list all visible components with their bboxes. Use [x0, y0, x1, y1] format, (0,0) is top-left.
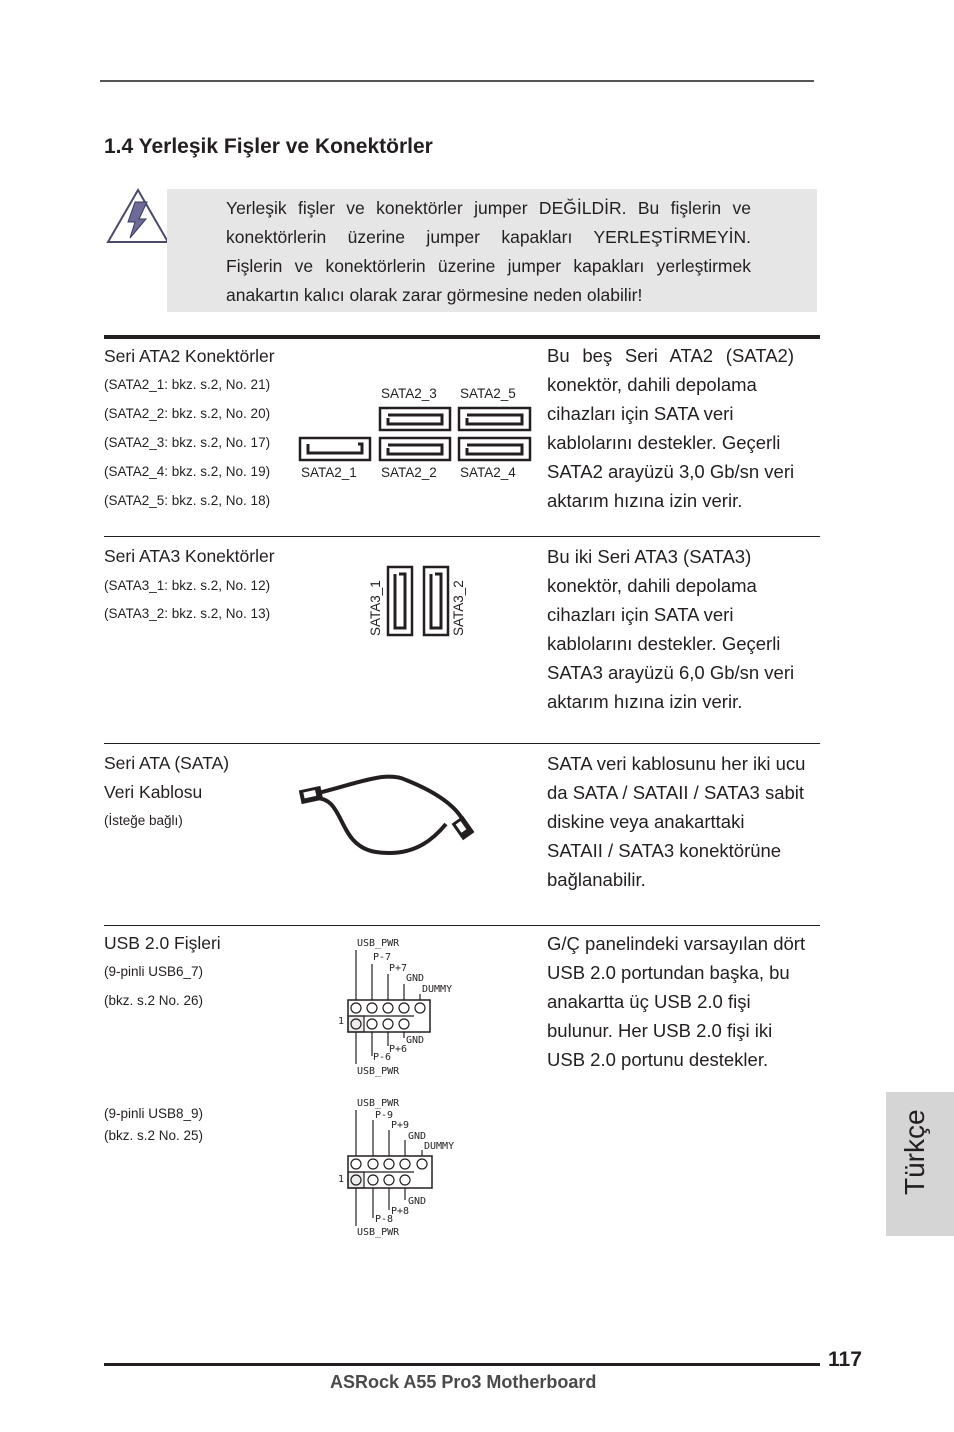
- usb-pin-label: P-7: [373, 952, 392, 963]
- usb-pin-label: P-9: [375, 1110, 394, 1121]
- usb-desc: USB 2.0 portunu destekler.: [547, 1049, 769, 1070]
- sata3-desc: SATA3 arayüzü 6,0 Gb/sn veri: [547, 662, 795, 683]
- sata2-ref: (SATA2_4: bkz. s.2, No. 19): [104, 464, 271, 479]
- sata2-label: SATA2_4: [460, 465, 516, 480]
- sata2-5-connector: [459, 408, 530, 430]
- warning-line: konektörlerin üzerine jumper kapakları YERLEŞTİRMEYİN.: [226, 227, 751, 247]
- page-number: 117: [828, 1348, 862, 1371]
- usb-pin-label: P-8: [375, 1214, 394, 1225]
- cable-desc: diskine veya anakarttaki: [547, 811, 745, 832]
- warning-lightning-icon: [106, 186, 170, 246]
- usb-pin-label: USB_PWR: [357, 1066, 400, 1077]
- section-title: 1.4 Yerleşik Fişler ve Konektörler: [104, 135, 433, 158]
- sata2-2-connector: [380, 438, 450, 460]
- cable-desc: SATA veri kablosunu her iki ucu: [547, 753, 806, 774]
- sata3-desc: Bu iki Seri ATA3 (SATA3): [547, 546, 752, 567]
- usb-ref: (9-pinli USB8_9): [104, 1106, 204, 1121]
- footer-product: ASRock A55 Pro3 Motherboard: [330, 1372, 597, 1392]
- section-rule: [104, 925, 820, 926]
- warning-line: anakartın kalıcı olarak zarar görmesine neden olabilir!: [226, 285, 643, 305]
- usb-desc: G/Ç panelindeki varsayılan dört: [547, 933, 806, 954]
- language-side-tab-label: Türkçe: [899, 1109, 930, 1195]
- usb-pin-label: P-6: [373, 1052, 392, 1063]
- usb-pin-label: USB_PWR: [357, 938, 400, 949]
- usb-pin-label: GND: [406, 1035, 425, 1046]
- sata3-ref: (SATA3_1: bkz. s.2, No. 12): [104, 578, 271, 593]
- section-rule: [104, 536, 820, 537]
- usb-desc: anakartta üç USB 2.0 fişi: [547, 991, 751, 1012]
- usb-ref: (bkz. s.2 No. 26): [104, 993, 204, 1008]
- sata2-label: SATA2_5: [460, 386, 516, 401]
- sata2-3-connector: [380, 408, 450, 430]
- sata2-label: SATA2_1: [301, 465, 357, 480]
- sata2-4-connector: [459, 438, 530, 460]
- sata3-label: SATA3_1: [368, 580, 383, 636]
- warning-line: Yerleşik fişler ve konektörler jumper DEĞİLDİR. Bu fişlerin ve: [226, 198, 751, 218]
- sata2-desc: Bu beş Seri ATA2 (SATA2): [547, 345, 794, 366]
- sata2-ref: (SATA2_2: bkz. s.2, No. 20): [104, 406, 271, 421]
- footer-rule: [104, 1363, 820, 1366]
- sata3-title: Seri ATA3 Konektörler: [104, 546, 275, 566]
- cable-desc: SATAII / SATA3 konektörüne: [547, 840, 782, 861]
- sata2-label: SATA2_2: [381, 465, 437, 480]
- sata3-1-connector: [388, 567, 412, 635]
- sata3-label: SATA3_2: [451, 580, 466, 636]
- sata2-ref: (SATA2_5: bkz. s.2, No. 18): [104, 493, 271, 508]
- sata2-desc: kablolarını destekler. Geçerli: [547, 432, 781, 453]
- sata2-connectors-diagram: [296, 405, 536, 465]
- usb-header-1-diagram: [344, 946, 434, 1066]
- sata2-title: Seri ATA2 Konektörler: [104, 346, 275, 366]
- sata3-desc: cihazları için SATA veri: [547, 604, 734, 625]
- sata3-desc: konektör, dahili depolama: [547, 575, 757, 596]
- section-rule: [104, 335, 820, 339]
- sata2-label: SATA2_3: [381, 386, 437, 401]
- sata-cable-image: [296, 766, 486, 862]
- usb-title: USB 2.0 Fişleri: [104, 933, 221, 953]
- usb-pin-label: P+9: [391, 1120, 410, 1131]
- usb-pin-label: P+7: [389, 963, 408, 974]
- usb-pin-label: DUMMY: [422, 984, 453, 995]
- usb-header-2-diagram: [344, 1106, 436, 1228]
- cable-subtitle: Veri Kablosu: [104, 782, 203, 802]
- sata3-connectors-diagram: [385, 564, 455, 638]
- usb-pin-label: USB_PWR: [357, 1227, 400, 1238]
- sata3-desc: kablolarını destekler. Geçerli: [547, 633, 781, 654]
- usb-pin1-label: 1: [338, 1016, 345, 1027]
- usb-pin-label: DUMMY: [424, 1141, 455, 1152]
- top-rule: [100, 80, 814, 82]
- section-rule: [104, 743, 820, 744]
- usb-pin-label: P+8: [391, 1206, 410, 1217]
- usb-pin-label: GND: [406, 973, 425, 984]
- cable-desc: bağlanabilir.: [547, 869, 646, 890]
- sata3-2-connector: [424, 567, 448, 635]
- usb-ref: (bkz. s.2 No. 25): [104, 1128, 204, 1143]
- sata2-desc: cihazları için SATA veri: [547, 403, 734, 424]
- sata2-1-connector: [300, 438, 370, 460]
- cable-title: Seri ATA (SATA): [104, 753, 230, 773]
- usb-ref: (9-pinli USB6_7): [104, 964, 204, 979]
- sata2-desc: aktarım hızına izin verir.: [547, 490, 743, 511]
- sata2-desc: SATA2 arayüzü 3,0 Gb/sn veri: [547, 461, 795, 482]
- sata2-desc: konektör, dahili depolama: [547, 374, 757, 395]
- cable-note: (İsteğe bağlı): [104, 813, 183, 828]
- sata3-desc: aktarım hızına izin verir.: [547, 691, 743, 712]
- sata3-ref: (SATA3_2: bkz. s.2, No. 13): [104, 606, 271, 621]
- sata2-ref: (SATA2_1: bkz. s.2, No. 21): [104, 377, 271, 392]
- cable-desc: da SATA / SATAII / SATA3 sabit: [547, 782, 805, 803]
- usb-desc: USB 2.0 portundan başka, bu: [547, 962, 790, 983]
- sata2-ref: (SATA2_3: bkz. s.2, No. 17): [104, 435, 271, 450]
- usb-desc: bulunur. Her USB 2.0 fişi iki: [547, 1020, 773, 1041]
- usb-pin-label: USB_PWR: [357, 1098, 400, 1109]
- usb-pin-label: GND: [408, 1196, 427, 1207]
- warning-line: Fişlerin ve konektörlerin üzerine jumper kapakları yerleştirmek: [226, 256, 751, 276]
- usb-pin-label: P+6: [389, 1044, 408, 1055]
- usb-pin-label: GND: [408, 1131, 427, 1142]
- usb-pin1-label: 1: [338, 1174, 345, 1185]
